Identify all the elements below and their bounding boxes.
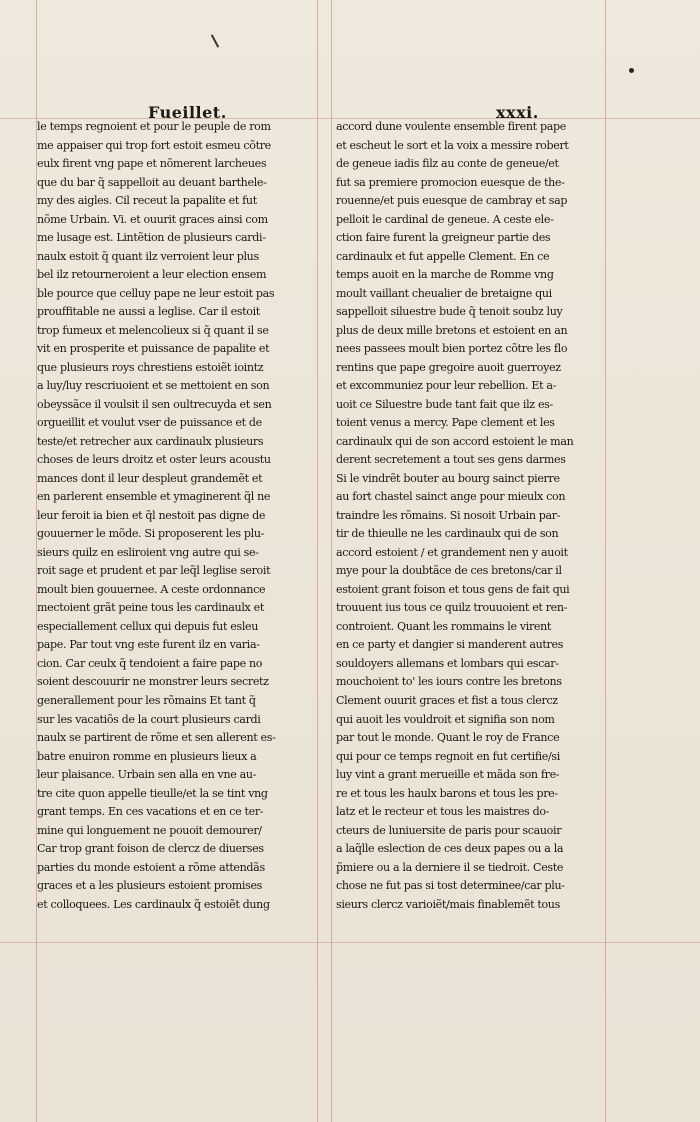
text-line: cion. Car ceulx q̃ tendoient a faire pape no [37,656,263,670]
text-line: le temps regnoient et pour le peuple de rom [37,120,271,133]
text-line: me lusage est. Lintẽtion de plusieurs cardi- [37,231,266,245]
text-line: moult bien gouuernee. A ceste ordonnance [37,582,266,596]
text-line: leur plaisance. Urbain sen alla en vne au- [37,768,257,782]
text-line: et excommuniez pour leur rebellion. Et a- [336,379,557,393]
text-line: naulx estoit q̃ quant ilz verroient leur plus [37,249,259,263]
bottom-rule [0,942,700,943]
text-line: obeyssãce il voulsit il sen oultrecuyda et sen [37,397,272,411]
text-line: soient descouurir ne monstrer leurs secretz [37,675,269,689]
text-line: et colloquees. Les cardinaulx q̃ estoiẽt dung [37,897,270,911]
ink-stroke-mark [211,34,219,47]
text-line: batre enuiron romme en plusieurs lieux a [37,749,257,763]
text-line: orgueillit et voulut vser de puissance et de [37,416,262,430]
text-line: cardinaulx et fut appelle Clement. En ce [336,249,550,263]
left-text-column [37,118,321,914]
text-line: de geneue iadis filz au conte de geneue/et [336,157,559,171]
text-line: Si le vindrẽt bouter au bourg sainct pierre [336,471,560,485]
text-line: mouchoient to' les iours contre les bretons [336,675,562,689]
text-line: a luy/luy rescriuoient et se mettoient en son [37,379,270,393]
text-line: derent secretement a tout ses gens darmes [336,453,566,467]
text-line: trop fumeux et melencolieux si q̃ quant il se [37,323,269,337]
text-line: moult vaillant cheualier de bretaigne qui [336,286,552,300]
text-line: que du bar q̃ sappelloit au deuant barthele- [37,175,267,189]
text-line: rentins que pape gregoire auoit guerroyez [336,360,561,374]
text-line: prouffitable ne aussi a leglise. Car il estoit [37,305,260,319]
text-line: en parlerent ensemble et ymaginerent q̃l ne [37,490,271,504]
text-line: ble pource que celluy pape ne leur estoit pas [37,286,275,300]
text-line: gouuerner le mõde. Si proposerent les plu- [37,527,265,541]
page-header-left: Fueillet. [148,103,227,122]
text-line: bel ilz retourneroient a leur election ensem [37,268,267,282]
text-line: grant temps. En ces vacations et en ce ter- [37,805,264,819]
text-line: me appaiser qui trop fort estoit esmeu cõtre [37,138,271,152]
text-line: luy vint a grant merueille et mãda son fre- [336,768,560,782]
text-line: generallement pour les rõmains Et tant q̃ [37,693,256,707]
text-line: accord dune voulente ensemble firent pape [336,120,566,133]
text-line: cardinaulx qui de son accord estoient le man [336,434,574,448]
text-line: sappelloit siluestre bude q̃ tenoit soubz luy [336,305,563,319]
text-line: plus de deux mille bretons et estoient en an [336,323,568,337]
text-line: eulx firent vng pape et nõmerent larcheues [37,157,267,171]
text-line: que plusieurs roys chrestiens estoiẽt iointz [37,360,264,374]
page-header-right: xxxi. [496,103,539,122]
text-line: souldoyers allemans et lombars qui escar- [336,656,559,670]
text-line: tir de thieulle ne les cardinaulx qui de son [336,527,559,541]
text-line: Clement ouurit graces et fist a tous clercz [336,693,558,707]
text-line: par tout le monde. Quant le roy de France [336,731,560,745]
text-line: mances dont il leur despleut grandemẽt et [37,471,263,485]
text-line: temps auoit en la marche de Romme vng [336,268,554,282]
text-line: parties du monde estoient a rõme attendãs [37,860,265,874]
text-line: qui auoit les vouldroit et signifia son nom [336,712,555,726]
text-line: et escheut le sort et la voix a messire robert [336,138,569,152]
text-line: en ce party et dangier si manderent autres [336,638,564,652]
text-line: traindre les rõmains. Si nosoit Urbain par- [336,508,561,522]
text-line: re et tous les haulx barons et tous les pre- [336,786,558,800]
text-line: a laq̃lle eslection de ces deux papes ou a la [336,842,564,856]
text-line: tre cite quon appelle tieulle/et la se tint vng [37,786,268,800]
text-line: estoient grant foison et tous gens de fait qui [336,582,570,596]
text-line: fut sa premiere promocion euesque de the- [336,175,565,189]
text-line: chose ne fut pas si tost determinee/car plu- [336,879,565,893]
text-line: toient venus a mercy. Pape clement et les [336,416,555,430]
text-line: nõme Urbain. Vi. et ouurit graces ainsi com [37,212,268,226]
text-line: vit en prosperite et puissance de papalite et [37,342,270,356]
text-line: rouenne/et puis euesque de cambray et sap [336,194,568,208]
text-line: latz et le recteur et tous les maistres do- [336,805,550,819]
text-line: naulx se partirent de rõme et sen allerent es- [37,731,276,745]
text-line: choses de leurs droitz et oster leurs acoustu [37,453,271,467]
text-line: roit sage et prudent et par leq̃l leglise seroit [37,564,271,578]
text-line: uoit ce Siluestre bude tant fait que ilz es- [336,397,553,411]
text-line: ction faire furent la greigneur partie des [336,231,551,245]
text-line: especiallement cellux qui depuis fut esleu [37,619,259,633]
text-line: p̃miere ou a la derniere il se tiedroit. Ceste [336,860,564,874]
text-line: accord estoient / et grandement nen y auoit [336,545,568,559]
text-line: pelloit le cardinal de geneue. A ceste ele- [336,212,554,226]
text-line: my des aigles. Cil receut la papalite et fut [37,194,257,208]
text-line: controient. Quant les rommains le virent [336,619,552,633]
text-line: qui pour ce temps regnoit en fut certifie/si [336,749,560,763]
text-line: Car trop grant foison de clercz de diuerses [37,842,264,856]
text-line: cteurs de luniuersite de paris pour scauoir [336,823,562,837]
text-line: au fort chastel sainct ange pour mieulx con [336,490,566,504]
text-line: pape. Par tout vng este furent ilz en varia- [37,638,260,652]
text-line: mectoient grãt peine tous les cardinaulx et [37,601,264,615]
text-line: teste/et retrecher aux cardinaulx plusieurs [37,434,264,448]
text-line: mye pour la doubtãce de ces bretons/car il [336,564,562,578]
text-line: graces et a les plusieurs estoient promises [37,879,262,893]
text-line: sur les vacatiõs de la court plusieurs cardi [37,712,261,726]
text-line: leur feroit ia bien et q̃l nestoit pas digne de [37,508,266,522]
ink-spot [629,68,634,73]
text-line: mine qui longuement ne pouoit demourer/ [37,823,262,837]
text-line: sieurs clercz varioiẽt/mais finablemẽt tous [336,897,560,911]
right-text-column [336,118,626,914]
gutter-rule [331,0,332,1122]
text-line: sieurs quilz en esliroient vng autre qui se- [37,545,259,559]
text-line: trouuent ius tous ce quilz trouuoient et ren- [336,601,568,615]
text-line: nees passees moult bien portez cõtre les flo [336,342,568,356]
